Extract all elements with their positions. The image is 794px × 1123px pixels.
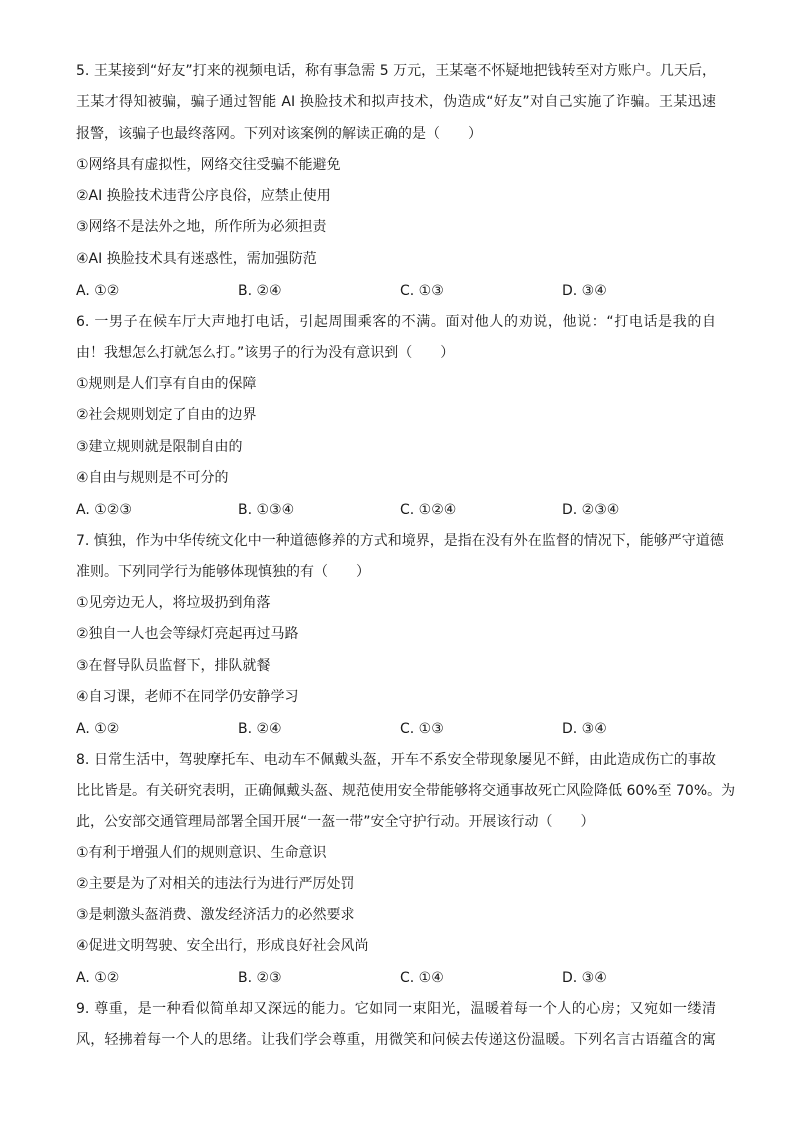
question-stem-line: 准则。下列同学行为能够体现慎独的有（ ） [76, 564, 370, 580]
statement: ④自习课，老师不在同学仍安静学习 [76, 689, 299, 705]
option-c: C. ①③ [400, 721, 444, 737]
statement: ②社会规则划定了自由的边界 [76, 407, 257, 423]
statement: ①有利于增强人们的规则意识、生命意识 [76, 845, 327, 861]
option-a: A. ①②③ [76, 502, 132, 518]
statement: ②AI 换脸技术违背公序良俗，应禁止使用 [76, 188, 331, 204]
statement: ③建立规则就是限制自由的 [76, 439, 243, 455]
question-stem-line: 5. 王某接到“好友”打来的视频电话，称有事急需 5 万元，王某毫不怀疑地把钱转至对方账户。几天后， [76, 63, 716, 79]
option-b: B. ①③④ [238, 502, 295, 518]
option-b: B. ②④ [238, 283, 282, 299]
question-stem-line: 9. 尊重，是一种看似简单却又深远的能力。它如同一束阳光，温暖着每一个人的心房；又宛如一缕清 [76, 1001, 716, 1017]
option-b: B. ②④ [238, 721, 282, 737]
statement: ②独自一人也会等绿灯亮起再过马路 [76, 626, 299, 642]
option-d: D. ③④ [562, 721, 607, 737]
statement: ④自由与规则是不可分的 [76, 470, 229, 486]
statement: ③在督导队员监督下，排队就餐 [76, 658, 271, 674]
option-c: C. ①④ [400, 970, 444, 986]
option-d: D. ②③④ [562, 502, 620, 518]
option-d: D. ③④ [562, 283, 607, 299]
statement: ①规则是人们享有自由的保障 [76, 376, 257, 392]
question-stem-line: 7. 慎独，作为中华传统文化中一种道德修养的方式和境界，是指在没有外在监督的情况下，能够严守道德 [76, 533, 724, 549]
statement: ④促进文明驾驶、安全出行，形成良好社会风尚 [76, 938, 369, 954]
option-c: C. ①③ [400, 283, 444, 299]
option-a: A. ①② [76, 721, 120, 737]
option-a: A. ①② [76, 970, 120, 986]
statement: ③是刺激头盔消费、激发经济活力的必然要求 [76, 907, 355, 923]
question-stem-line: 王某才得知被骗，骗子通过智能 AI 换脸技术和拟声技术，伪造成“好友”对自己实施了诈骗。王某迅速 [76, 94, 716, 110]
statement: ①网络具有虚拟性，网络交往受骗不能避免 [76, 157, 341, 173]
option-d: D. ③④ [562, 970, 607, 986]
option-c: C. ①②④ [400, 502, 457, 518]
question-stem-line: 此，公安部交通管理局部署全国开展“一盔一带”安全守护行动。开展该行动（ ） [76, 814, 595, 830]
statement: ③网络不是法外之地，所作所为必须担责 [76, 219, 327, 235]
question-stem-line: 风，轻拂着每一个人的思绪。让我们学会尊重，用微笑和问候去传递这份温暖。下列名言古语蕴含的寓 [76, 1032, 716, 1048]
question-stem-line: 报警，该骗子也最终落网。下列对该案例的解读正确的是（ ） [76, 126, 482, 142]
statement: ②主要是为了对相关的违法行为进行严厉处罚 [76, 876, 355, 892]
statement: ①见旁边无人，将垃圾扔到角落 [76, 595, 271, 611]
statement: ④AI 换脸技术具有迷惑性，需加强防范 [76, 251, 317, 267]
option-b: B. ②③ [238, 970, 282, 986]
option-a: A. ①② [76, 283, 120, 299]
question-stem-line: 由！我想怎么打就怎么打。”该男子的行为没有意识到（ ） [76, 345, 455, 361]
question-stem-line: 8. 日常生活中，驾驶摩托车、电动车不佩戴头盔，开车不系安全带现象屡见不鲜，由此造成伤亡的事故 [76, 752, 716, 768]
question-stem-line: 6. 一男子在候车厅大声地打电话，引起周围乘客的不满。面对他人的劝说，他说：“打电话是我的自 [76, 314, 716, 330]
question-stem-line: 比比皆是。有关研究表明，正确佩戴头盔、规范使用安全带能够将交通事故死亡风险降低 60%至 70%。为 [76, 783, 736, 799]
